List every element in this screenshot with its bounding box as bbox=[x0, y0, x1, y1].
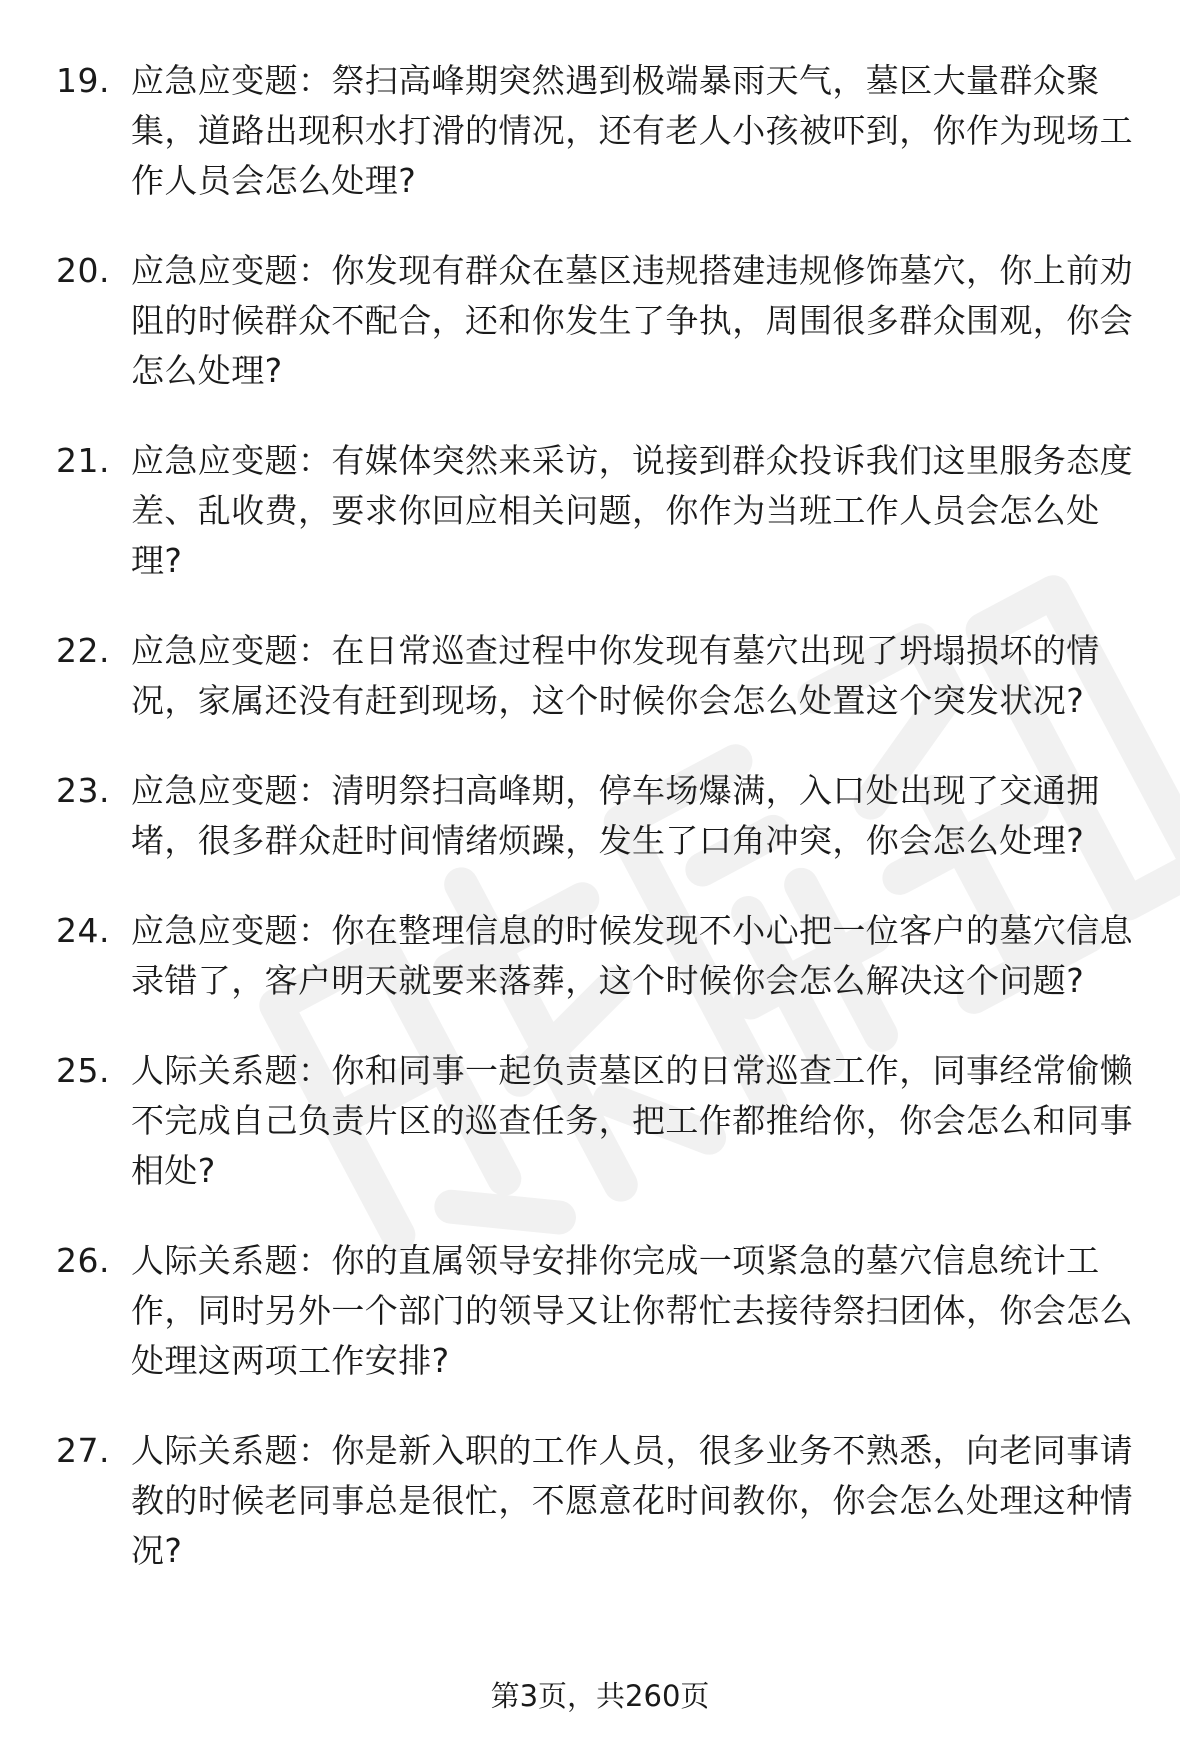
question-number: 20. bbox=[56, 251, 110, 290]
question-item bbox=[56, 246, 1146, 396]
question-item bbox=[56, 1236, 1146, 1386]
question-text: 应急应变题：清明祭扫高峰期，停车场爆满，入口处出现了交通拥堵，很多群众赶时间情绪烦躁，发生了口角冲突，你会怎么处理? bbox=[131, 771, 1100, 860]
question-number: 22. bbox=[56, 631, 110, 670]
question-item bbox=[56, 626, 1146, 726]
question-text: 应急应变题：有媒体突然来采访，说接到群众投诉我们这里服务态度差、乱收费，要求你回应相关问题，你作为当班工作人员会怎么处理? bbox=[131, 441, 1133, 580]
question-number: 27. bbox=[56, 1431, 110, 1470]
question-text: 应急应变题：在日常巡查过程中你发现有墓穴出现了坍塌损坏的情况，家属还没有赶到现场，这个时候你会怎么处置这个突发状况? bbox=[131, 631, 1100, 720]
question-number: 26. bbox=[56, 1241, 110, 1280]
question-number: 19. bbox=[56, 61, 110, 100]
question-text: 应急应变题：你发现有群众在墓区违规搭建违规修饰墓穴，你上前劝阻的时候群众不配合，还和你发生了争执，周围很多群众围观，你会怎么处理? bbox=[131, 251, 1133, 390]
question-text: 人际关系题：你的直属领导安排你完成一项紧急的墓穴信息统计工作，同时另外一个部门的领导又让你帮忙去接待祭扫团体，你会怎么处理这两项工作安排? bbox=[131, 1241, 1133, 1380]
question-number: 24. bbox=[56, 911, 110, 950]
question-number: 25. bbox=[56, 1051, 110, 1090]
question-text: 应急应变题：你在整理信息的时候发现不小心把一位客户的墓穴信息录错了，客户明天就要来落葬，这个时候你会怎么解决这个问题? bbox=[131, 911, 1133, 1000]
question-list bbox=[56, 56, 1146, 1616]
question-item bbox=[56, 766, 1146, 866]
question-text: 人际关系题：你是新入职的工作人员，很多业务不熟悉，向老同事请教的时候老同事总是很忙，不愿意花时间教你，你会怎么处理这种情况? bbox=[131, 1431, 1133, 1570]
question-number: 23. bbox=[56, 771, 110, 810]
question-number: 21. bbox=[56, 441, 110, 480]
question-item bbox=[56, 1046, 1146, 1196]
question-item bbox=[56, 436, 1146, 586]
question-text: 应急应变题：祭扫高峰期突然遇到极端暴雨天气，墓区大量群众聚集，道路出现积水打滑的情况，还有老人小孩被吓到，你作为现场工作人员会怎么处理? bbox=[131, 61, 1133, 200]
page-footer: 第3页，共260页 bbox=[490, 1679, 710, 1713]
question-item bbox=[56, 906, 1146, 1006]
question-item bbox=[56, 1426, 1146, 1576]
question-item bbox=[56, 56, 1146, 206]
question-text: 人际关系题：你和同事一起负责墓区的日常巡查工作，同事经常偷懒不完成自己负责片区的巡查任务，把工作都推给你，你会怎么和同事相处? bbox=[131, 1051, 1133, 1190]
